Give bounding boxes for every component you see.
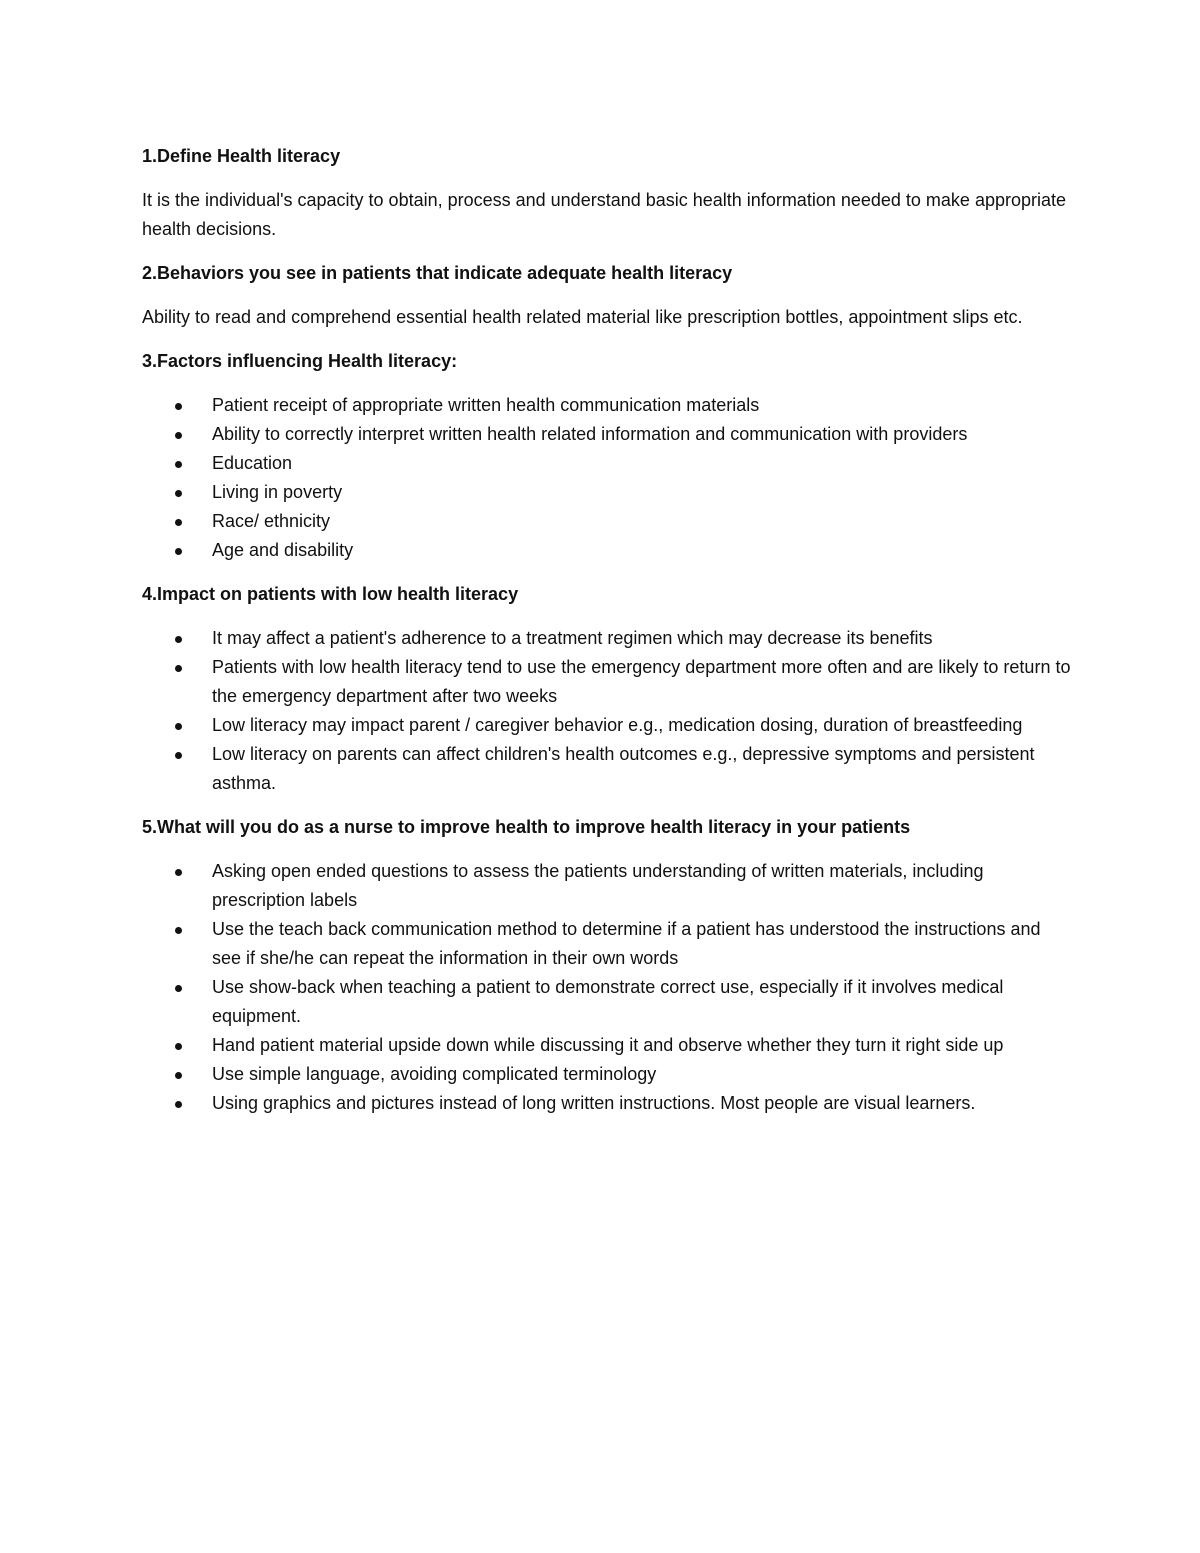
list-item <box>142 1031 1072 1060</box>
list-item-text: Age and disability <box>212 540 354 560</box>
document-body <box>142 142 1072 1133</box>
list-item-text: Asking open ended questions to assess the patients understanding of written materials, including prescription labels <box>212 861 984 910</box>
list-item-text: Ability to correctly interpret written health related information and communication with providers <box>212 424 968 444</box>
bullet-icon <box>175 1101 182 1108</box>
list-item-text: Education <box>212 453 293 473</box>
list-item-text: It may affect a patient's adherence to a treatment regimen which may decrease its benefits <box>212 628 933 648</box>
bullet-icon <box>175 519 182 526</box>
bullet-icon <box>175 490 182 497</box>
list-item-text: Patients with low health literacy tend to use the emergency department more often and are likely to return to the emergency department after two weeks <box>212 657 1071 706</box>
bullet-icon <box>175 869 182 876</box>
list-item <box>142 653 1072 711</box>
list-item <box>142 740 1072 798</box>
list-item <box>142 624 1072 653</box>
section-4-list <box>142 624 1072 798</box>
list-item <box>142 478 1072 507</box>
list-item-text: Using graphics and pictures instead of long written instructions. Most people are visual learners. <box>212 1093 976 1113</box>
list-item <box>142 915 1072 973</box>
section-4-heading: 4.Impact on patients with low health literacy <box>142 584 519 604</box>
list-item-text: Use show-back when teaching a patient to demonstrate correct use, especially if it involves medical equipment. <box>212 977 1004 1026</box>
bullet-icon <box>175 461 182 468</box>
list-item <box>142 420 1072 449</box>
list-item <box>142 1060 1072 1089</box>
bullet-icon <box>175 665 182 672</box>
bullet-icon <box>175 752 182 759</box>
list-item-text: Race/ ethnicity <box>212 511 331 531</box>
bullet-icon <box>175 403 182 410</box>
list-item <box>142 973 1072 1031</box>
bullet-icon <box>175 548 182 555</box>
list-item <box>142 507 1072 536</box>
section-2-heading: 2.Behaviors you see in patients that indicate adequate health literacy <box>142 263 733 283</box>
list-item <box>142 711 1072 740</box>
bullet-icon <box>175 985 182 992</box>
bullet-icon <box>175 636 182 643</box>
list-item-text: Low literacy may impact parent / caregiver behavior e.g., medication dosing, duration of breastfeeding <box>212 715 1023 735</box>
list-item-text: Use simple language, avoiding complicated terminology <box>212 1064 657 1084</box>
section-3-list <box>142 391 1072 565</box>
list-item-text: Low literacy on parents can affect children's health outcomes e.g., depressive symptoms and persistent asthma. <box>212 744 1035 793</box>
list-item-text: Hand patient material upside down while discussing it and observe whether they turn it right side up <box>212 1035 1004 1055</box>
section-2-paragraph: Ability to read and comprehend essential health related material like prescription bottles, appointment slips etc. <box>142 307 1023 327</box>
list-item-text: Living in poverty <box>212 482 343 502</box>
section-3-heading: 3.Factors influencing Health literacy: <box>142 351 458 371</box>
section-5-heading: 5.What will you do as a nurse to improve health to improve health literacy in your patients <box>142 817 911 837</box>
list-item <box>142 449 1072 478</box>
bullet-icon <box>175 723 182 730</box>
section-5-list <box>142 857 1072 1118</box>
list-item-text: Use the teach back communication method to determine if a patient has understood the instructions and see if she/he can repeat the information in their own words <box>212 919 1041 968</box>
section-1-paragraph: It is the individual's capacity to obtain, process and understand basic health information needed to make appropriate health decisions. <box>142 190 1067 239</box>
list-item <box>142 857 1072 915</box>
list-item-text: Patient receipt of appropriate written health communication materials <box>212 395 760 415</box>
list-item <box>142 391 1072 420</box>
list-item <box>142 1089 1072 1118</box>
bullet-icon <box>175 432 182 439</box>
section-1-heading: 1.Define Health literacy <box>142 146 341 166</box>
bullet-icon <box>175 927 182 934</box>
bullet-icon <box>175 1043 182 1050</box>
list-item <box>142 536 1072 565</box>
bullet-icon <box>175 1072 182 1079</box>
